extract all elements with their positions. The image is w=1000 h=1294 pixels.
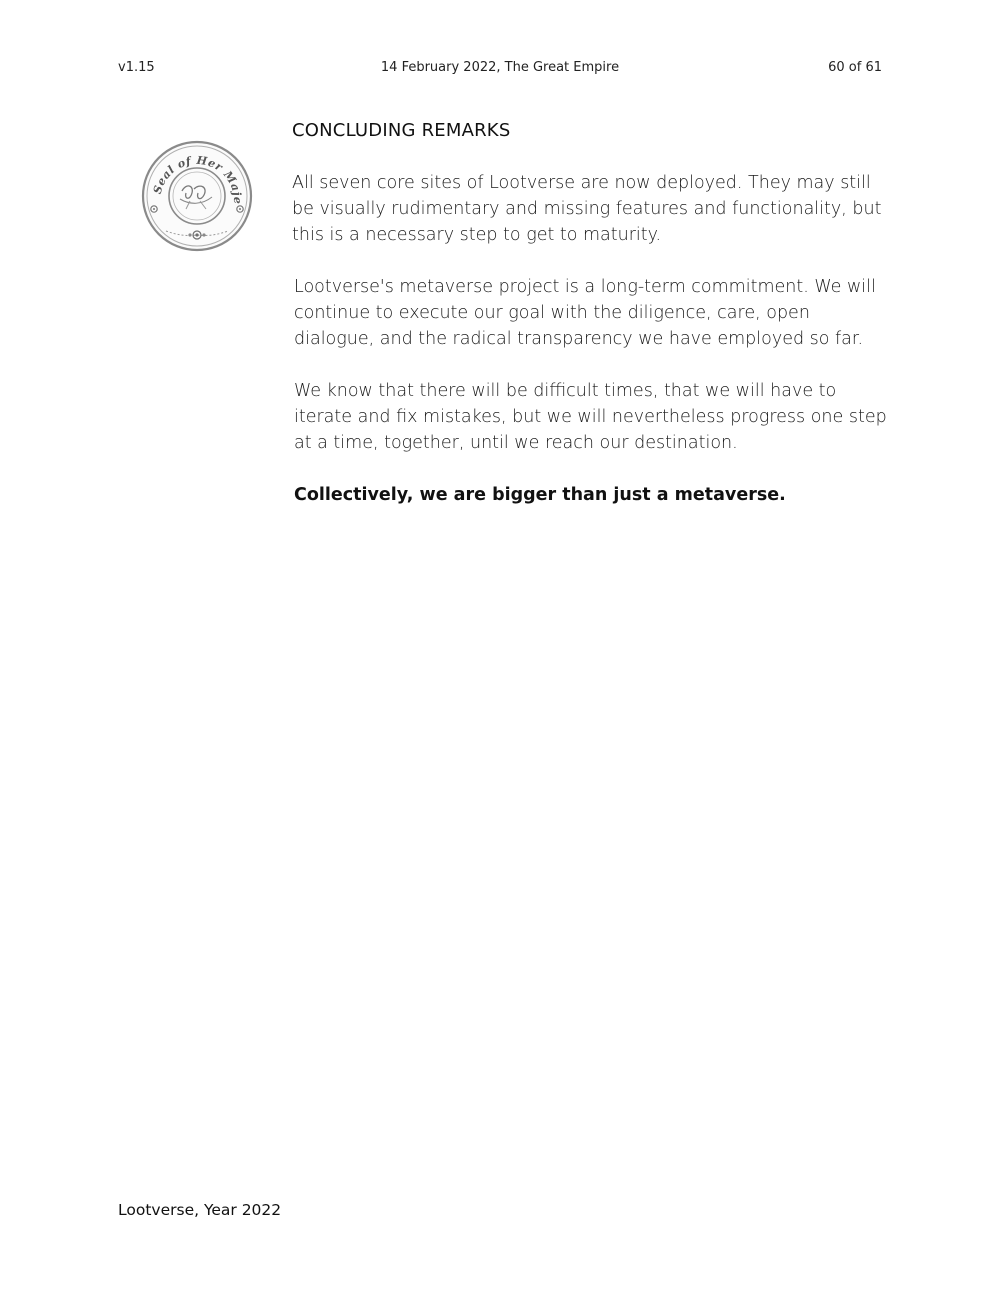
version-label: v1.15	[118, 60, 155, 75]
concluding-remarks-section	[292, 118, 892, 508]
seal-graphic	[140, 139, 254, 253]
page-number: 60 of 61	[828, 60, 882, 75]
paragraph-progress: We know that there will be difficult times, that we will have to iterate and fix mistakes, but we will nevertheless progress one step at a time, together, until we reach our destination.	[294, 381, 887, 453]
date-place-label: 14 February 2022, The Great Empire	[380, 60, 620, 75]
closing-statement: Collectively, we are bigger than just a metaverse.	[294, 485, 786, 505]
page-header	[118, 60, 882, 78]
page-footer: Lootverse, Year 2022	[118, 1201, 282, 1219]
section-title: CONCLUDING REMARKS	[292, 120, 511, 141]
paragraph-commitment: Lootverse's metaverse project is a long-term commitment. We will continue to execute our goal with the diligence, care, open dialogue, and the radical transparency we have employed so far.	[294, 277, 876, 349]
seal-icon	[140, 139, 254, 253]
seal-text: Seal of Her Maje	[150, 153, 245, 205]
paragraph-deployment: All seven core sites of Lootverse are now deployed. They may still be visually rudimentary and missing features and functionality, but this is a necessary step to get to maturity.	[292, 173, 882, 245]
